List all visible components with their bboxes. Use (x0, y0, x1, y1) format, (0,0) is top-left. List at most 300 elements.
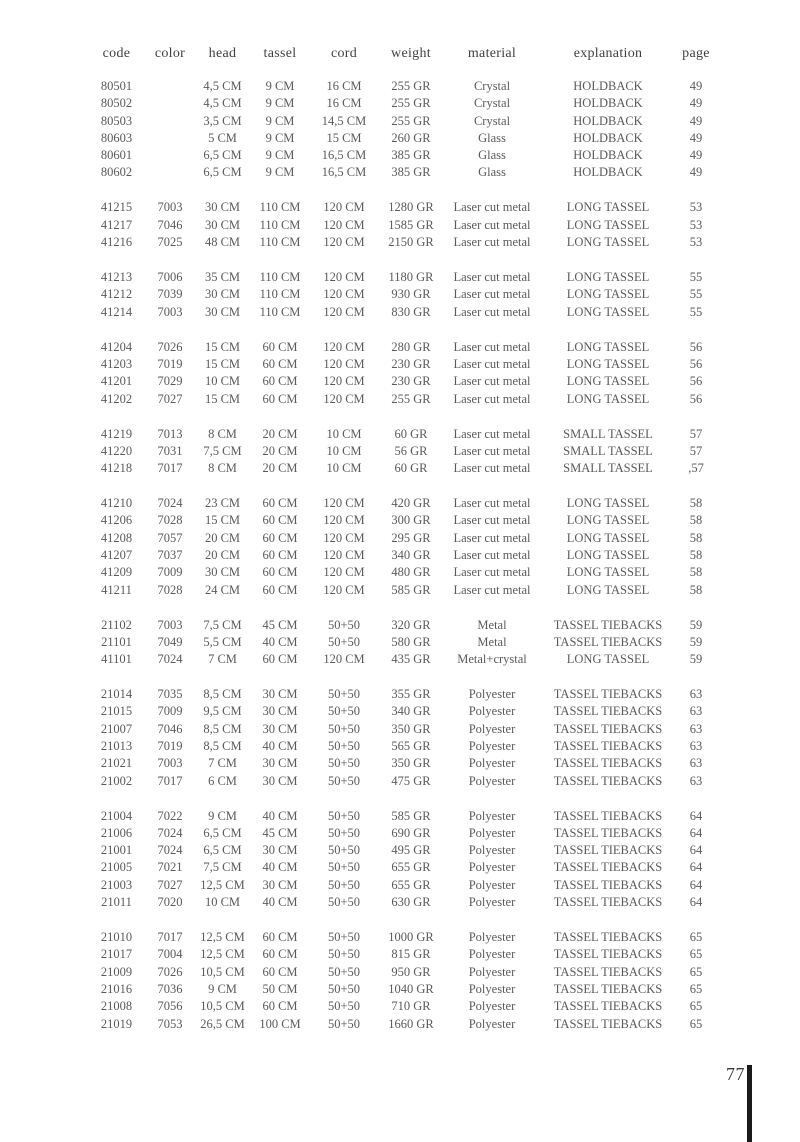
cell-head: 8,5 CM (203, 687, 242, 702)
cell-cord: 16,5 CM (321, 165, 367, 180)
cell-cord: 120 CM (323, 304, 365, 319)
cell-page: 63 (689, 704, 703, 719)
table-row (88, 304, 716, 321)
cell-tassel: 110 CM (259, 200, 301, 215)
cell-explanation: LONG TASSEL (566, 530, 650, 545)
cell-material: Polyester (468, 808, 516, 823)
table-header-row (88, 44, 716, 78)
cell-head: 30 CM (204, 304, 241, 319)
column-header-material: material (467, 46, 517, 61)
cell-explanation: LONG TASSEL (566, 235, 650, 250)
cell-code: 41212 (100, 287, 133, 302)
cell-head: 30 CM (204, 217, 241, 232)
cell-weight: 255 GR (391, 96, 431, 111)
cell-weight: 255 GR (391, 113, 431, 128)
cell-material: Polyester (468, 825, 516, 840)
cell-explanation: TASSEL TIEBACKS (553, 930, 663, 945)
cell-tassel: 30 CM (262, 687, 298, 702)
cell-code: 41208 (100, 530, 133, 545)
cell-explanation: LONG TASSEL (566, 547, 650, 562)
cell-color: 7024 (157, 843, 183, 858)
cell-page: 49 (689, 130, 703, 145)
cell-material: Polyester (468, 999, 516, 1014)
cell-code: 41204 (100, 339, 133, 354)
cell-explanation: SMALL TASSEL (563, 426, 653, 441)
cell-material: Laser cut metal (453, 200, 531, 215)
cell-material: Glass (478, 148, 506, 163)
cell-code: 21007 (100, 721, 133, 736)
cell-head: 8,5 CM (203, 739, 242, 754)
cell-tassel: 60 CM (262, 391, 298, 406)
table-row (88, 512, 716, 529)
cell-head: 7,5 CM (203, 860, 242, 875)
cell-page: 64 (689, 860, 703, 875)
cell-cord: 120 CM (323, 547, 365, 562)
cell-cord: 50+50 (327, 825, 361, 840)
cell-tassel: 30 CM (262, 843, 298, 858)
cell-explanation: TASSEL TIEBACKS (553, 617, 663, 632)
table-row (88, 339, 716, 356)
cell-cord: 120 CM (323, 374, 365, 389)
cell-head: 7,5 CM (203, 617, 242, 632)
table-row (88, 269, 716, 286)
cell-cord: 10 CM (326, 461, 362, 476)
table-row (88, 686, 716, 703)
cell-weight: 420 GR (391, 496, 431, 511)
cell-code: 80503 (100, 113, 133, 128)
cell-code: 41101 (101, 652, 132, 667)
cell-explanation: HOLDBACK (573, 96, 643, 111)
cell-page: 55 (689, 304, 703, 319)
cell-head: 12,5 CM (200, 947, 245, 962)
cell-weight: 1585 GR (388, 217, 434, 232)
cell-cord: 50+50 (327, 808, 361, 823)
cell-weight: 295 GR (391, 530, 431, 545)
cell-code: 21011 (101, 895, 132, 910)
cell-explanation: LONG TASSEL (566, 582, 650, 597)
cell-color: 7003 (157, 617, 183, 632)
cell-explanation: TASSEL TIEBACKS (553, 964, 663, 979)
cell-tassel: 60 CM (262, 339, 298, 354)
cell-tassel: 50 CM (262, 981, 298, 996)
cell-cord: 50+50 (327, 930, 361, 945)
cell-color: 7035 (157, 687, 183, 702)
cell-weight: 56 GR (394, 443, 428, 458)
cell-cord: 50+50 (327, 981, 361, 996)
cell-head: 12,5 CM (200, 877, 245, 892)
cell-cord: 50+50 (327, 877, 361, 892)
cell-weight: 255 GR (391, 79, 431, 93)
cell-cord: 50+50 (327, 1016, 361, 1031)
cell-head: 15 CM (204, 513, 241, 528)
cell-page: 65 (689, 930, 703, 945)
cell-code: 21015 (100, 704, 133, 719)
cell-weight: 930 GR (391, 287, 431, 302)
table-row (88, 217, 716, 234)
cell-cord: 120 CM (323, 339, 365, 354)
cell-explanation: LONG TASSEL (566, 513, 650, 528)
cell-explanation: TASSEL TIEBACKS (553, 704, 663, 719)
table-row (88, 460, 716, 477)
cell-material: Polyester (468, 1016, 516, 1031)
cell-explanation: LONG TASSEL (566, 374, 650, 389)
cell-explanation: TASSEL TIEBACKS (553, 860, 663, 875)
cell-material: Laser cut metal (453, 217, 531, 232)
cell-weight: 230 GR (391, 374, 431, 389)
cell-material: Laser cut metal (453, 339, 531, 354)
cell-color (145, 113, 195, 130)
cell-weight: 255 GR (391, 391, 431, 406)
cell-head: 35 CM (204, 270, 241, 285)
cell-material: Glass (478, 130, 506, 145)
table-row (88, 755, 716, 772)
table-row (88, 95, 716, 112)
cell-weight: 710 GR (391, 999, 431, 1014)
cell-material: Laser cut metal (453, 496, 531, 511)
cell-color: 7027 (157, 391, 183, 406)
cell-color: 7046 (157, 217, 183, 232)
cell-cord: 120 CM (323, 200, 365, 215)
cell-weight: 230 GR (391, 356, 431, 371)
cell-tassel: 60 CM (262, 496, 298, 511)
cell-material: Polyester (468, 687, 516, 702)
cell-weight: 655 GR (391, 877, 431, 892)
cell-material: Polyester (468, 877, 516, 892)
cell-weight: 1180 GR (388, 270, 434, 285)
cell-page: 63 (689, 739, 703, 754)
cell-weight: 480 GR (391, 565, 431, 580)
cell-color (145, 78, 195, 95)
cell-tassel: 9 CM (265, 113, 295, 128)
cell-code: 21102 (101, 617, 132, 632)
cell-head: 4,5 CM (203, 96, 242, 111)
cell-material: Polyester (468, 756, 516, 771)
cell-cord: 50+50 (327, 721, 361, 736)
cell-material: Polyester (468, 704, 516, 719)
cell-weight: 475 GR (391, 773, 431, 788)
cell-page: 65 (689, 964, 703, 979)
cell-code: 41216 (100, 235, 133, 250)
cell-code: 21013 (100, 739, 133, 754)
cell-explanation: LONG TASSEL (566, 304, 650, 319)
cell-weight: 320 GR (391, 617, 431, 632)
cell-color: 7019 (157, 356, 183, 371)
table-row (88, 286, 716, 303)
cell-color: 7022 (157, 808, 183, 823)
table-row (88, 946, 716, 963)
cell-material: Metal+crystal (457, 652, 527, 667)
cell-head: 7 CM (208, 756, 237, 771)
cell-head: 7,5 CM (203, 443, 242, 458)
cell-explanation: HOLDBACK (573, 165, 643, 180)
cell-head: 8,5 CM (203, 721, 242, 736)
cell-color: 7039 (157, 287, 183, 302)
cell-head: 7 CM (208, 652, 237, 667)
group-separator (88, 911, 716, 929)
cell-weight: 585 GR (391, 808, 431, 823)
cell-code: 21004 (100, 808, 133, 823)
table-row (88, 894, 716, 911)
cell-code: 41217 (100, 217, 133, 232)
cell-explanation: SMALL TASSEL (563, 461, 653, 476)
group-separator (88, 790, 716, 808)
cell-cord: 16,5 CM (321, 148, 367, 163)
cell-code: 41210 (100, 496, 133, 511)
cell-page: 59 (689, 617, 703, 632)
cell-cord: 15 CM (326, 130, 362, 145)
cell-material: Polyester (468, 739, 516, 754)
cell-code: 41207 (100, 547, 133, 562)
cell-cord: 16 CM (326, 79, 362, 93)
cell-tassel: 20 CM (262, 443, 298, 458)
cell-color: 7029 (157, 374, 183, 389)
cell-color: 7037 (157, 547, 183, 562)
cell-tassel: 110 CM (259, 217, 301, 232)
cell-tassel: 20 CM (262, 461, 298, 476)
table-row (88, 721, 716, 738)
cell-explanation: HOLDBACK (573, 113, 643, 128)
group-separator (88, 251, 716, 269)
cell-cord: 120 CM (323, 287, 365, 302)
cell-head: 30 CM (204, 565, 241, 580)
cell-page: 58 (689, 496, 703, 511)
cell-tassel: 60 CM (262, 356, 298, 371)
cell-head: 6,5 CM (203, 148, 242, 163)
cell-code: 21014 (100, 687, 133, 702)
cell-tassel: 40 CM (262, 739, 298, 754)
cell-head: 6,5 CM (203, 825, 242, 840)
table-row (88, 564, 716, 581)
cell-tassel: 60 CM (262, 964, 298, 979)
cell-explanation: TASSEL TIEBACKS (553, 756, 663, 771)
cell-color: 7017 (157, 930, 183, 945)
cell-tassel: 45 CM (262, 617, 298, 632)
cell-cord: 50+50 (327, 739, 361, 754)
cell-code: 21001 (100, 843, 133, 858)
table-row (88, 617, 716, 634)
cell-weight: 435 GR (391, 652, 431, 667)
cell-code: 80501 (100, 79, 133, 93)
cell-cord: 50+50 (327, 704, 361, 719)
cell-cord: 50+50 (327, 843, 361, 858)
column-header-head: head (208, 46, 237, 61)
cell-explanation: SMALL TASSEL (563, 443, 653, 458)
cell-tassel: 60 CM (262, 530, 298, 545)
cell-cord: 50+50 (327, 860, 361, 875)
cell-weight: 690 GR (391, 825, 431, 840)
cell-page: 49 (689, 79, 703, 93)
cell-page: 64 (689, 877, 703, 892)
cell-page: 59 (689, 634, 703, 649)
cell-explanation: HOLDBACK (573, 148, 643, 163)
cell-color: 7057 (157, 530, 183, 545)
cell-tassel: 40 CM (262, 808, 298, 823)
cell-cord: 120 CM (323, 582, 365, 597)
cell-tassel: 100 CM (259, 1016, 301, 1031)
cell-color: 7053 (157, 1016, 183, 1031)
cell-material: Polyester (468, 860, 516, 875)
cell-tassel: 40 CM (262, 860, 298, 875)
cell-tassel: 60 CM (262, 652, 298, 667)
cell-cord: 16 CM (326, 96, 362, 111)
page-edge-bar (747, 1065, 752, 1142)
cell-material: Laser cut metal (453, 304, 531, 319)
cell-weight: 385 GR (391, 148, 431, 163)
cell-code: 41209 (100, 565, 133, 580)
cell-code: 21021 (100, 756, 133, 771)
table-row (88, 164, 716, 181)
table-row (88, 426, 716, 443)
cell-code: 21017 (100, 947, 133, 962)
cell-tassel: 110 CM (259, 304, 301, 319)
cell-weight: 355 GR (391, 687, 431, 702)
cell-material: Laser cut metal (453, 513, 531, 528)
cell-material: Laser cut metal (453, 547, 531, 562)
cell-head: 30 CM (204, 200, 241, 215)
cell-page: ,57 (688, 461, 704, 476)
cell-code: 41206 (100, 513, 133, 528)
cell-color: 7003 (157, 200, 183, 215)
cell-color: 7025 (157, 235, 183, 250)
cell-color: 7003 (157, 756, 183, 771)
cell-page: 64 (689, 825, 703, 840)
cell-code: 21016 (100, 981, 133, 996)
cell-head: 20 CM (204, 530, 241, 545)
cell-tassel: 9 CM (265, 148, 295, 163)
cell-weight: 1040 GR (388, 981, 434, 996)
cell-cord: 120 CM (323, 652, 365, 667)
cell-material: Laser cut metal (453, 443, 531, 458)
cell-tassel: 40 CM (262, 895, 298, 910)
cell-head: 10 CM (204, 374, 241, 389)
table-row (88, 651, 716, 668)
cell-color: 7009 (157, 565, 183, 580)
cell-code: 80502 (100, 96, 133, 111)
cell-explanation: TASSEL TIEBACKS (553, 877, 663, 892)
cell-head: 6,5 CM (203, 165, 242, 180)
cell-code: 80602 (100, 165, 133, 180)
cell-weight: 260 GR (391, 130, 431, 145)
cell-material: Polyester (468, 843, 516, 858)
cell-color: 7020 (157, 895, 183, 910)
cell-head: 3,5 CM (203, 113, 242, 128)
cell-weight: 1000 GR (388, 930, 434, 945)
cell-weight: 830 GR (391, 304, 431, 319)
table-row (88, 859, 716, 876)
table-row (88, 234, 716, 251)
cell-tassel: 9 CM (265, 165, 295, 180)
cell-head: 4,5 CM (203, 79, 242, 93)
cell-explanation: TASSEL TIEBACKS (553, 808, 663, 823)
cell-code: 21003 (100, 877, 133, 892)
cell-tassel: 60 CM (262, 374, 298, 389)
cell-tassel: 9 CM (265, 96, 295, 111)
cell-explanation: TASSEL TIEBACKS (553, 895, 663, 910)
cell-page: 58 (689, 513, 703, 528)
cell-material: Laser cut metal (453, 461, 531, 476)
cell-weight: 630 GR (391, 895, 431, 910)
cell-explanation: LONG TASSEL (566, 565, 650, 580)
cell-tassel: 60 CM (262, 947, 298, 962)
cell-explanation: TASSEL TIEBACKS (553, 1016, 663, 1031)
cell-page: 65 (689, 1016, 703, 1031)
cell-cord: 50+50 (327, 756, 361, 771)
cell-cord: 50+50 (327, 773, 361, 788)
cell-tassel: 30 CM (262, 877, 298, 892)
column-header-color: color (154, 46, 186, 61)
cell-color: 7028 (157, 513, 183, 528)
cell-page: 55 (689, 270, 703, 285)
cell-material: Laser cut metal (453, 287, 531, 302)
table-row (88, 877, 716, 894)
cell-material: Laser cut metal (453, 356, 531, 371)
group-separator (88, 668, 716, 686)
cell-page: 56 (689, 339, 703, 354)
cell-explanation: HOLDBACK (573, 79, 643, 93)
page-number: 77 (726, 1064, 745, 1084)
group-separator (88, 321, 716, 339)
cell-page: 49 (689, 113, 703, 128)
cell-head: 12,5 CM (200, 930, 245, 945)
cell-cord: 50+50 (327, 895, 361, 910)
product-spec-table (88, 44, 716, 1033)
cell-page: 56 (689, 391, 703, 406)
cell-color: 7046 (157, 721, 183, 736)
cell-material: Laser cut metal (453, 426, 531, 441)
cell-weight: 300 GR (391, 513, 431, 528)
cell-explanation: LONG TASSEL (566, 356, 650, 371)
cell-head: 15 CM (204, 391, 241, 406)
cell-page: 53 (689, 235, 703, 250)
cell-tassel: 30 CM (262, 756, 298, 771)
cell-explanation: TASSEL TIEBACKS (553, 739, 663, 754)
cell-material: Polyester (468, 895, 516, 910)
cell-head: 20 CM (204, 547, 241, 562)
cell-code: 41211 (101, 582, 132, 597)
cell-head: 8 CM (208, 461, 237, 476)
table-row (88, 147, 716, 164)
cell-head: 8 CM (208, 426, 237, 441)
cell-code: 21019 (100, 1016, 133, 1031)
cell-weight: 340 GR (391, 547, 431, 562)
cell-color: 7031 (157, 443, 183, 458)
cell-code: 21009 (100, 964, 133, 979)
cell-code: 41219 (100, 426, 133, 441)
cell-cord: 120 CM (323, 217, 365, 232)
table-row (88, 391, 716, 408)
cell-material: Polyester (468, 981, 516, 996)
cell-page: 55 (689, 287, 703, 302)
cell-tassel: 60 CM (262, 547, 298, 562)
cell-cord: 50+50 (327, 947, 361, 962)
cell-cord: 10 CM (326, 426, 362, 441)
cell-explanation: TASSEL TIEBACKS (553, 687, 663, 702)
cell-material: Polyester (468, 930, 516, 945)
cell-head: 24 CM (204, 582, 241, 597)
cell-head: 9 CM (208, 981, 237, 996)
cell-color (145, 95, 195, 112)
cell-material: Laser cut metal (453, 270, 531, 285)
cell-cord: 120 CM (323, 235, 365, 250)
cell-color: 7009 (157, 704, 183, 719)
table-row (88, 199, 716, 216)
cell-code: 80601 (100, 148, 133, 163)
cell-color: 7017 (157, 461, 183, 476)
cell-head: 9,5 CM (203, 704, 242, 719)
table-row (88, 1016, 716, 1033)
cell-page: 53 (689, 217, 703, 232)
cell-page: 58 (689, 547, 703, 562)
